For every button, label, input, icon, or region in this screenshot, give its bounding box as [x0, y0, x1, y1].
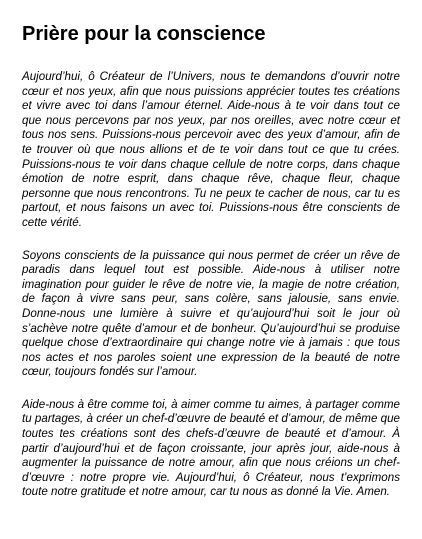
- paragraph-1: Aujourd’hui, ô Créateur de l’Univers, nous te demandons d’ouvrir notre cœur et nos yeux, afin que nous puissions apprécier toutes tes créations et vivre avec toi dans l’amour éternel. Aide-nous à te voir dans tout ce que nous percevons par nos yeux, par nos oreilles, avec notre cœur et tous nos sens. Puissions-nous percevoir avec des yeux d’amour, afin de te trouver où que nous allions et de te voir dans tout ce que tu crées. Puissions-nous te voir dans chaque cellule de notre corps, dans chaque émotion de notre esprit, dans chaque rêve, chaque fleur, chaque personne que nous rencontrons. Tu ne peux te cacher de nous, car tu es partout, et nous faisons un avec toi. Puissions-nous être conscients de cette vérité.: [22, 70, 400, 229]
- paragraph-2: Soyons conscients de la puissance qui nous permet de créer un rêve de paradis dans lequel tout est possible. Aide-nous à utiliser notre imagination pour guider le rêve de notre vie, la magie de notre création, de façon à vivre sans peur, sans colère, sans jalousie, sans envie. Donne-nous une lumière à suivre et qu’aujourd’hui soit le jour où s’achève notre quête d’amour et de bonheur. Qu’aujourd’hui se produise quelque chose d’extraordinaire qui change notre vie à jamais : que tous nos actes et nos paroles soient une expression de la beauté de notre cœur, toujours fondés sur l’amour.: [22, 248, 400, 379]
- document-title: Prière pour la conscience: [22, 23, 266, 45]
- paragraph-3: Aide-nous à être comme toi, à aimer comme tu aimes, à partager comme tu partages, à créer un chef-d’œuvre de beauté et d’amour, de même que toutes tes créations sont des chefs-d’œuvre de beauté et d’amour. À partir d’aujourd’hui et de façon croissante, jour après jour, aide-nous à augmenter la puissance de notre amour, afin que nous créions un chef-d’œuvre : notre propre vie. Aujourd’hui, ô Créateur, nous t’exprimons toute notre gratitude et notre amour, car tu nous as donné la Vie. Amen.: [22, 397, 400, 499]
